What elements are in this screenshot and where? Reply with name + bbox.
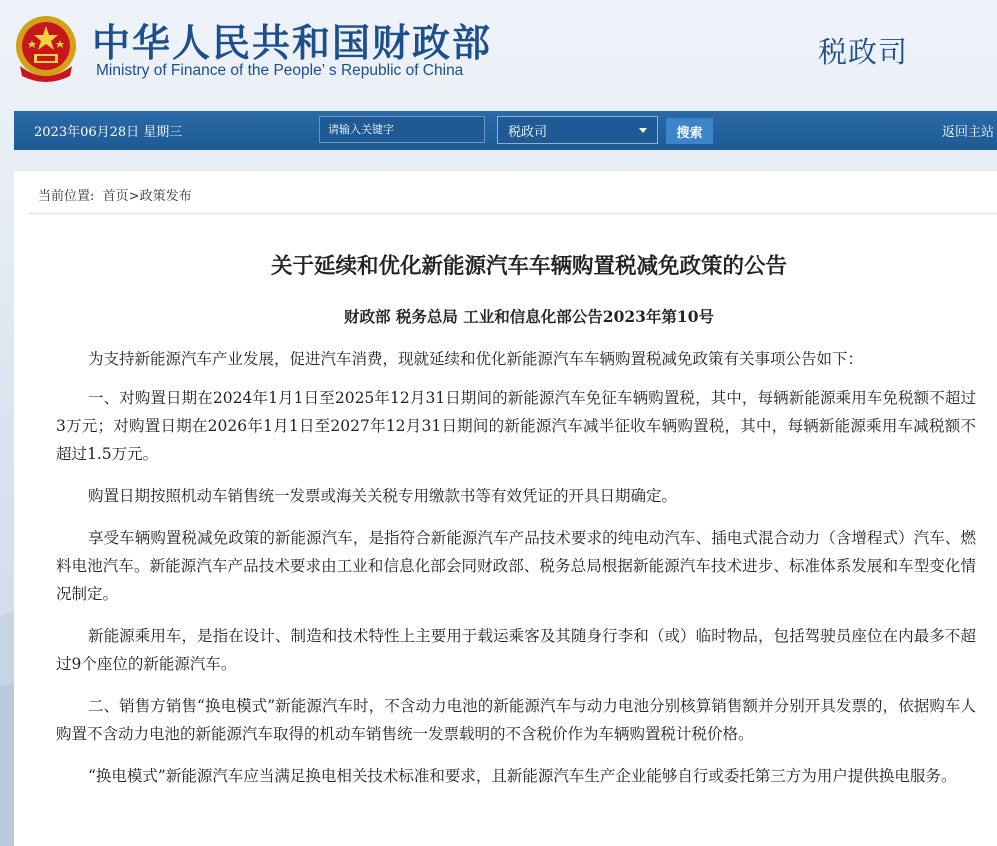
site-title-cn[interactable]: 中华人民共和国财政部 [92, 21, 493, 65]
article-paragraph: 享受车辆购置税减免政策的新能源汽车，是指符合新能源汽车产品技术要求的纯电动汽车、插电式混合动力（含增程式）汽车、燃料电池汽车。新能源汽车产品技术要求由工业和信息化部会同财政部、税务总局根据新能源汽车技术进步、标准体系发展和车型变化情况制定。 [56, 529, 976, 603]
article-paragraph: “换电模式”新能源汽车应当满足换电相关技术标准和要求，且新能源汽车生产企业能够自行或委托第三方为用户提供换电服务。 [88, 767, 957, 785]
site-header [0, 0, 997, 110]
national-emblem-icon[interactable] [14, 14, 78, 82]
article-paragraph: 新能源乘用车，是指在设计、制造和技术特性上主要用于载运乘客及其随身行李和（或）临时物品，包括驾驶员座位在内最多不超过9个座位的新能源汽车。 [56, 627, 976, 673]
current-date: 2023年06月28日 星期三 [34, 125, 183, 140]
site-title-en: Ministry of Finance of the People’ s Republic of China [96, 62, 464, 79]
search-input[interactable] [319, 116, 485, 143]
article-body [56, 345, 976, 804]
article-paragraph: 为支持新能源汽车产业发展，促进汽车消费，现就延续和优化新能源汽车车辆购置税减免政策有关事项公告如下： [88, 350, 864, 368]
department-select-value: 税政司 [508, 125, 548, 140]
article-paragraph: 购置日期按照机动车销售统一发票或海关关税专用缴款书等有效凭证的开具日期确定。 [88, 487, 678, 505]
department-select[interactable] [497, 116, 658, 144]
breadcrumb-divider [28, 213, 997, 214]
return-home-link[interactable]: 返回主站 [941, 125, 994, 140]
article-paragraph: 一、对购置日期在2024年1月1日至2025年12月31日期间的新能源汽车免征车辆购置税，其中，每辆新能源乘用车免税额不超过3万元；对购置日期在2026年1月1日至2027年12月31日期间的新能源汽车减半征收车辆购置税，其中，每辆新能源乘用车减税额不超过1.5万元。 [56, 389, 976, 463]
article-panel [14, 171, 997, 846]
article-title: 关于延续和优化新能源汽车车辆购置税减免政策的公告 [270, 254, 787, 279]
search-button[interactable]: 搜索 [666, 118, 713, 144]
department-name: 税政司 [818, 35, 909, 69]
document-number: 财政部 税务总局 工业和信息化部公告2023年第10号 [343, 307, 714, 326]
chevron-down-icon [639, 128, 647, 133]
breadcrumb-prefix: 当前位置: [38, 189, 95, 204]
article-paragraph: 二、销售方销售“换电模式”新能源汽车时，不含动力电池的新能源汽车与动力电池分别核算销售额并分别开具发票的，依据购车人购置不含动力电池的新能源汽车取得的机动车销售统一发票载明的不含税价作为车辆购置税计税价格。 [56, 697, 976, 743]
breadcrumb-home[interactable]: 首页 [102, 189, 129, 204]
breadcrumb-section[interactable]: 政策发布 [139, 189, 192, 204]
breadcrumb-separator: > [128, 189, 140, 204]
breadcrumb [38, 185, 192, 204]
top-navbar [14, 111, 997, 150]
